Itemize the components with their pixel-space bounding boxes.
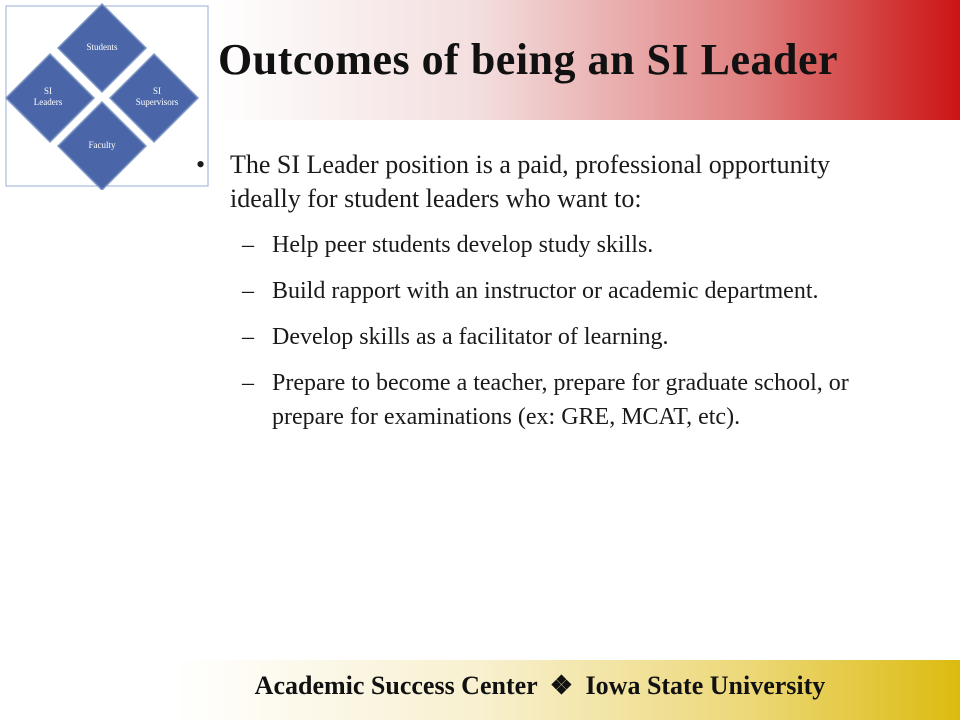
bullet-dot-icon: • [196,150,206,179]
four-diamond-icon: ❖ [549,671,574,700]
sub-bullet-item [190,320,880,354]
logo-label-si-leaders-line2: Leaders [33,97,63,107]
main-bullet-text: The SI Leader position is a paid, professional opportunity ideally for student leaders who want to: [230,150,831,213]
si-model-logo [2,2,212,190]
dash-icon: – [242,324,254,350]
dash-icon: – [242,370,254,396]
main-bullet [190,148,880,216]
logo-label-si-supervisors-line2: Supervisors [135,97,179,107]
logo-label-si-leaders-line1: SI [43,86,53,96]
sub-bullet-list [190,228,880,434]
footer [0,671,960,701]
logo-label-faculty: Faculty [88,140,116,150]
sub-bullet-item [190,366,880,434]
footer-university-name: Iowa State University [585,671,826,700]
dash-icon: – [242,232,254,258]
footer-org-name: Academic Success Center [254,671,538,700]
sub-bullet-text: Prepare to become a teacher, prepare for graduate school, or prepare for examinations (ex: GRE, MCAT, etc). [272,370,849,430]
logo-label-students: Students [86,42,118,52]
sub-bullet-text: Develop skills as a facilitator of learning. [272,324,669,350]
sub-bullet-text: Build rapport with an instructor or academic department. [272,278,819,304]
sub-bullet-item [190,228,880,262]
dash-icon: – [242,278,254,304]
sub-bullet-text: Help peer students develop study skills. [272,232,654,258]
slide-body [190,148,880,446]
logo-label-si-supervisors-line1: SI [152,86,162,96]
slide-title: Outcomes of being an SI Leader [218,35,838,84]
sub-bullet-item [190,274,880,308]
si-diamond-diagram [2,2,212,190]
